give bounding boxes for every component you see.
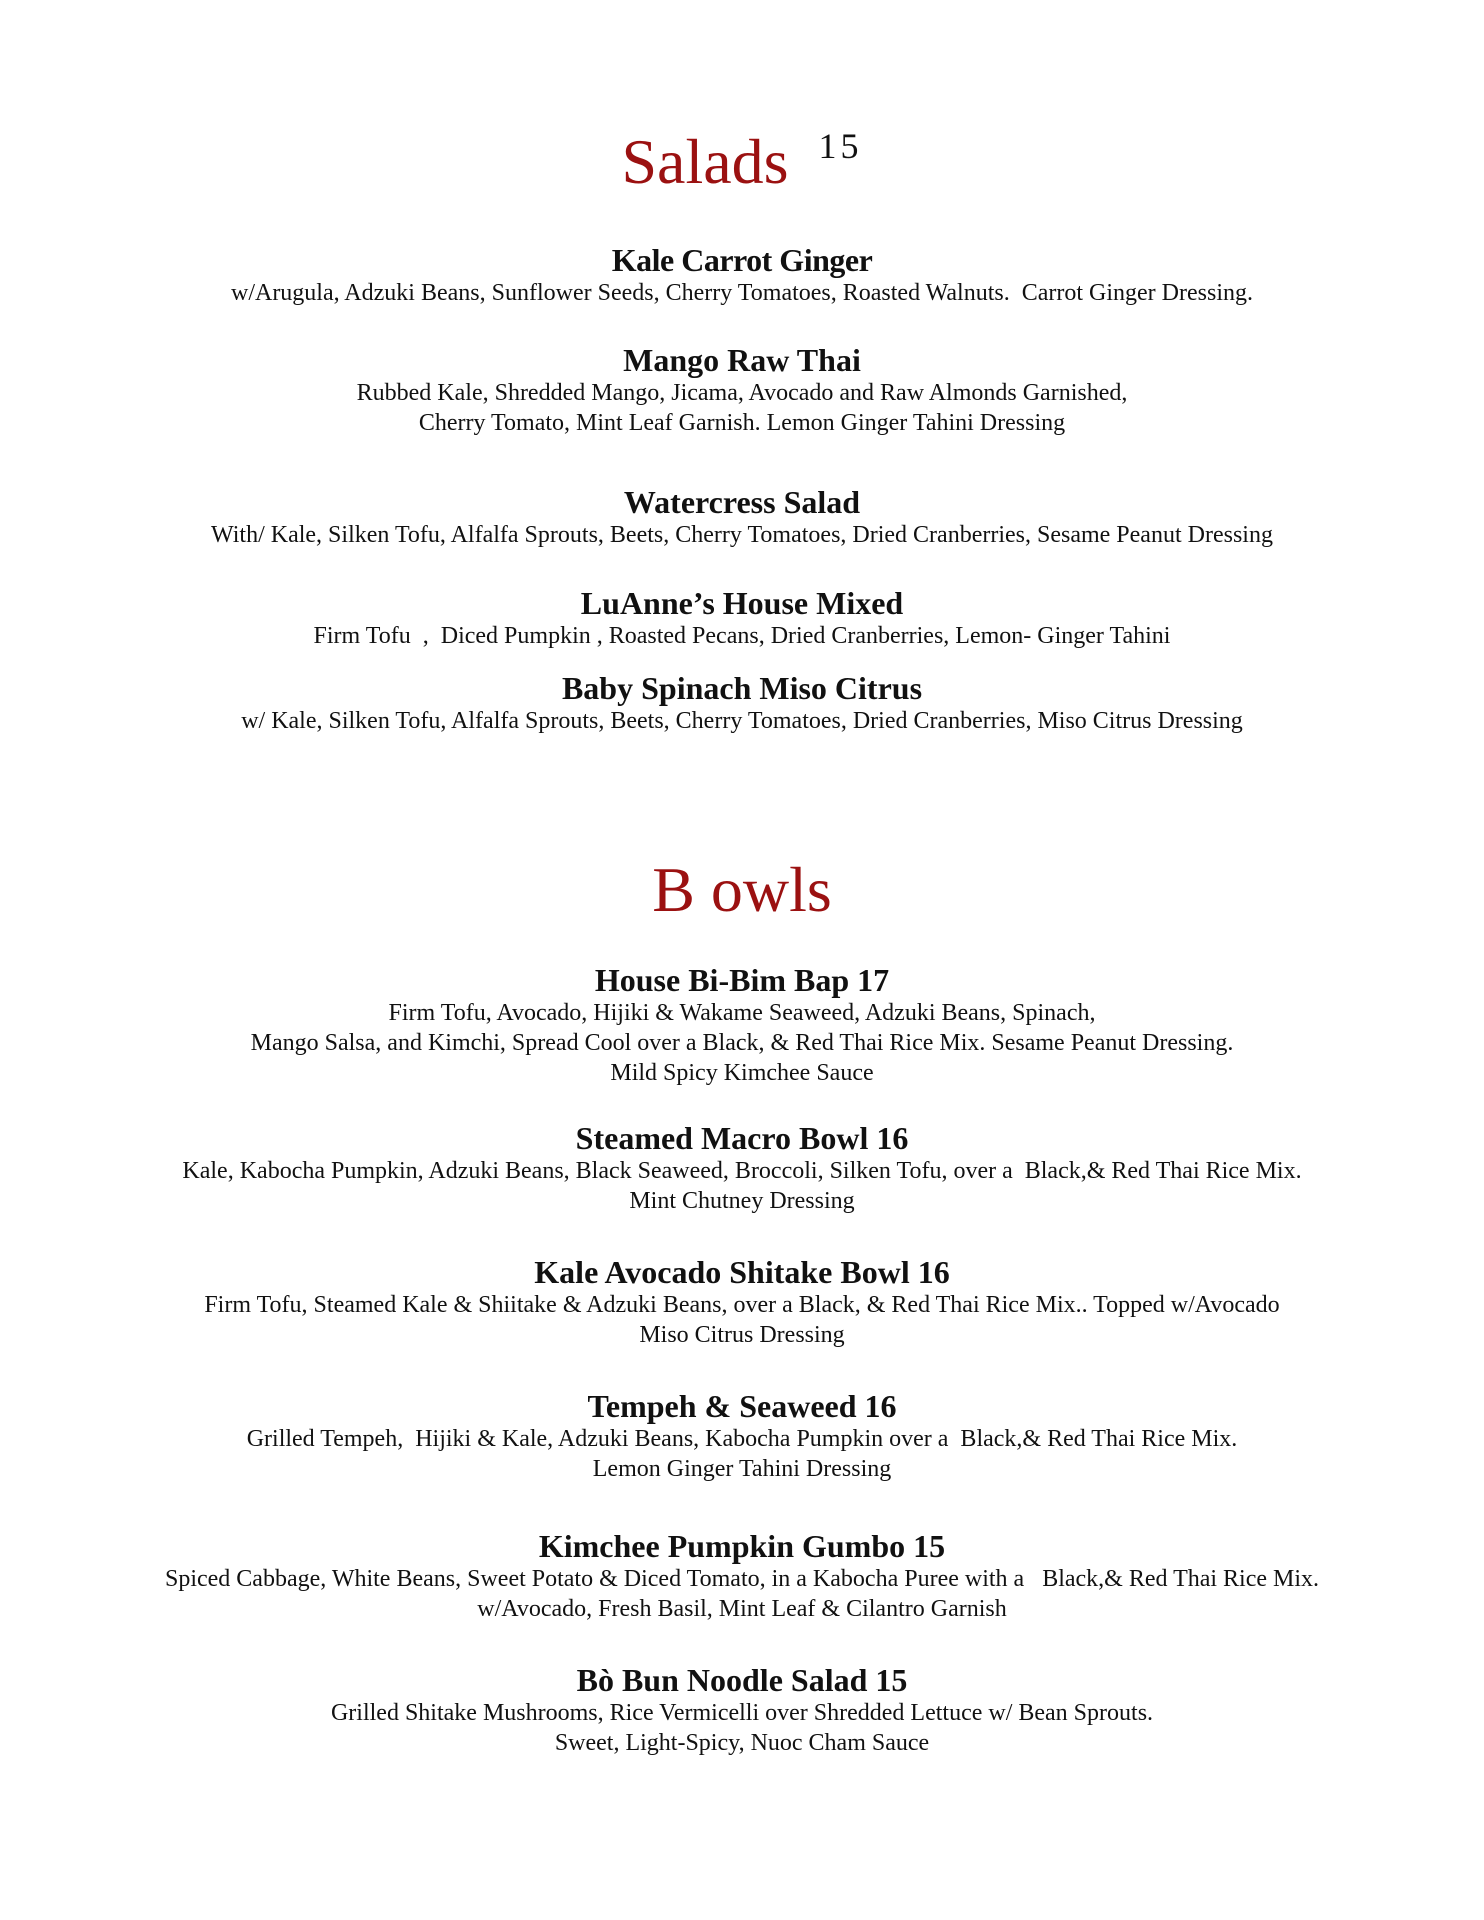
item-description: Mango Salsa, and Kimchi, Spread Cool over a Black, & Red Thai Rice Mix. Sesame Peanut Dressing. (250, 1030, 1234, 1056)
item-description: w/ Kale, Silken Tofu, Alfalfa Sprouts, Beets, Cherry Tomatoes, Dried Cranberries, Miso Citrus Dressing (241, 708, 1243, 734)
item-description: Sweet, Light-Spicy, Nuoc Cham Sauce (554, 1730, 930, 1756)
bowls-heading (0, 854, 1484, 925)
menu-item-steamed-macro-bowl (0, 1120, 1484, 1216)
item-description: Grilled Shitake Mushrooms, Rice Vermicelli over Shredded Lettuce w/ Bean Sprouts. (330, 1700, 1154, 1726)
item-description: Firm Tofu, Steamed Kale & Shiitake & Adzuki Beans, over a Black, & Red Thai Rice Mix.. Topped w/Avocado (204, 1292, 1280, 1318)
item-description: Miso Citrus Dressing (639, 1322, 845, 1348)
item-name: Kale Avocado Shitake Bowl 16 (534, 1254, 950, 1290)
item-description: Mint Chutney Dressing (629, 1188, 855, 1214)
menu-item-kimchee-pumpkin-gumbo (0, 1528, 1484, 1624)
item-description: Cherry Tomato, Mint Leaf Garnish. Lemon Ginger Tahini Dressing (418, 410, 1066, 436)
item-description: Firm Tofu, Avocado, Hijiki & Wakame Seaweed, Adzuki Beans, Spinach, (388, 1000, 1096, 1026)
menu-item-mango-raw-thai (0, 342, 1484, 438)
item-description: Lemon Ginger Tahini Dressing (592, 1456, 892, 1482)
menu-item-luannes-house-mixed (0, 585, 1484, 651)
item-name: Baby Spinach Miso Citrus (561, 670, 923, 706)
item-description: w/Avocado, Fresh Basil, Mint Leaf & Cilantro Garnish (477, 1596, 1007, 1622)
bowls-title: B owls (652, 854, 832, 925)
menu-item-watercress-salad (0, 484, 1484, 550)
item-description: Firm Tofu , Diced Pumpkin , Roasted Pecans, Dried Cranberries, Lemon- Ginger Tahini (313, 623, 1171, 649)
salads-price: 15 (818, 126, 863, 166)
salads-heading (0, 126, 1484, 197)
item-name: Steamed Macro Bowl 16 (575, 1120, 909, 1156)
item-name: Mango Raw Thai (623, 342, 861, 378)
item-name: House Bi-Bim Bap 17 (594, 962, 890, 998)
item-description: With/ Kale, Silken Tofu, Alfalfa Sprouts, Beets, Cherry Tomatoes, Dried Cranberries, Sesame Peanut Dressing (211, 522, 1273, 548)
menu-item-baby-spinach-miso-citrus (0, 670, 1484, 736)
item-description: Kale, Kabocha Pumpkin, Adzuki Beans, Black Seaweed, Broccoli, Silken Tofu, over a Black,& Red Thai Rice Mix. (182, 1158, 1302, 1184)
menu-item-house-bi-bim-bap (0, 962, 1484, 1088)
item-name: Bò Bun Noodle Salad 15 (576, 1662, 908, 1698)
item-description: Spiced Cabbage, White Beans, Sweet Potato & Diced Tomato, in a Kabocha Puree with a Black,& Red Thai Rice Mix. (164, 1566, 1320, 1592)
item-description: w/Arugula, Adzuki Beans, Sunflower Seeds, Cherry Tomatoes, Roasted Walnuts. Carrot Ginger Dressing. (230, 280, 1253, 306)
menu-item-bo-bun-noodle-salad (0, 1662, 1484, 1758)
item-description: Rubbed Kale, Shredded Mango, Jicama, Avocado and Raw Almonds Garnished, (356, 380, 1128, 406)
salads-title: Salads (621, 126, 789, 197)
menu-item-kale-avocado-shitake-bowl (0, 1254, 1484, 1350)
item-description: Mild Spicy Kimchee Sauce (610, 1060, 874, 1086)
item-name: Kimchee Pumpkin Gumbo 15 (538, 1528, 946, 1564)
item-name: LuAnne’s House Mixed (580, 585, 904, 621)
menu-item-kale-carrot-ginger (0, 242, 1484, 308)
item-name: Tempeh & Seaweed 16 (587, 1388, 897, 1424)
item-name: Watercress Salad (623, 484, 861, 520)
menu-item-tempeh-seaweed (0, 1388, 1484, 1484)
item-name: Kale Carrot Ginger (611, 242, 873, 278)
item-description: Grilled Tempeh, Hijiki & Kale, Adzuki Beans, Kabocha Pumpkin over a Black,& Red Thai Rice Mix. (246, 1426, 1238, 1452)
